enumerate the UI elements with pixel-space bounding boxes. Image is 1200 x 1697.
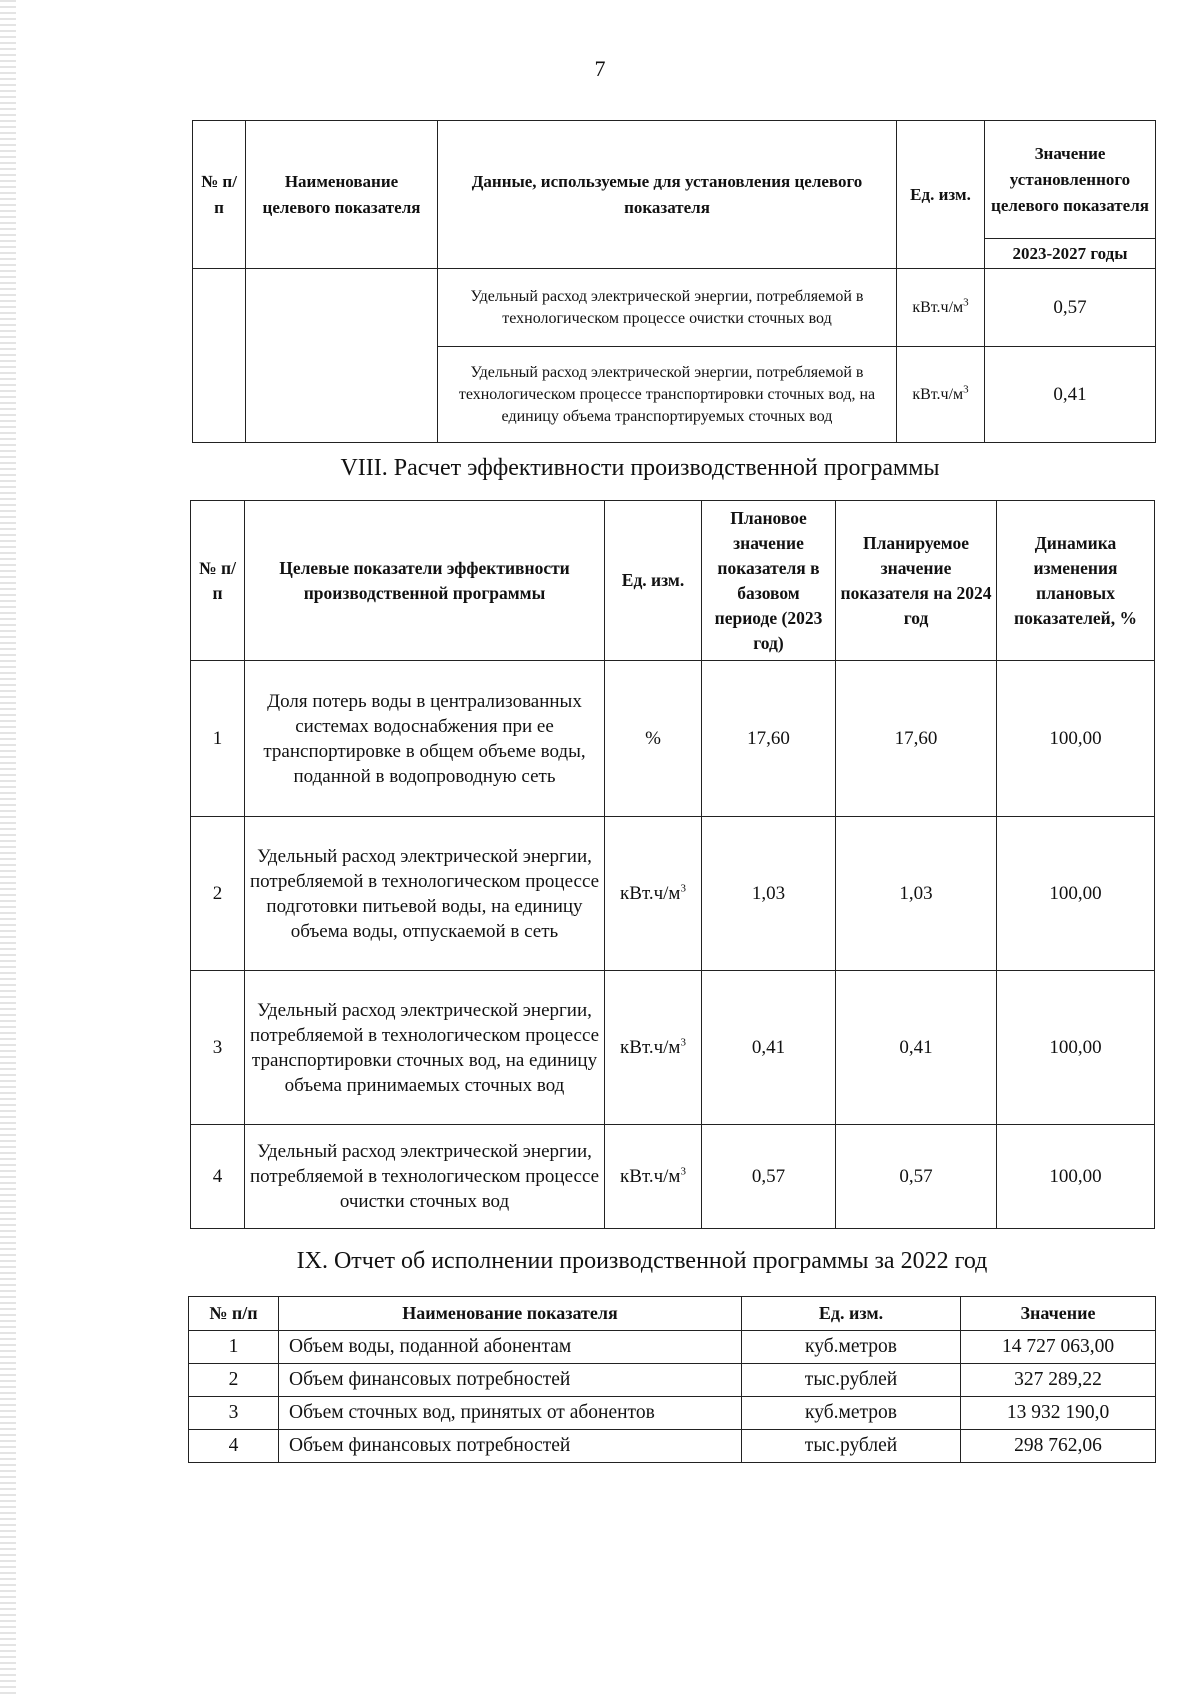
table-row [193, 269, 1156, 347]
dynamics-cell: 100,00 [997, 661, 1155, 817]
num-cell: 3 [189, 1397, 279, 1430]
col-base-header: Плановое значение показателя в базовом периоде (2023 год) [702, 501, 836, 661]
plan-cell: 17,60 [836, 661, 997, 817]
col-unit-header: Ед. изм. [897, 121, 985, 269]
col-unit-header: Ед. изм. [742, 1297, 961, 1331]
name-cell: Удельный расход электрической энергии, потребляемой в технологическом процессе очистки сточных вод [245, 1125, 605, 1229]
col-num-header: № п/п [193, 121, 246, 269]
scan-edge [0, 0, 16, 1697]
col-unit-header: Ед. изм. [605, 501, 702, 661]
dynamics-cell: 100,00 [997, 1125, 1155, 1229]
section-9-title: IX. Отчет об исполнении производственной программы за 2022 год [296, 1248, 988, 1274]
name-cell: Доля потерь воды в централизованных системах водоснабжения при ее транспортировке в общем объеме воды, поданной в водопроводную сеть [245, 661, 605, 817]
empty-cell [246, 269, 438, 443]
value-cell: 14 727 063,00 [961, 1331, 1156, 1364]
base-cell: 0,41 [702, 971, 836, 1125]
name-cell: Объем сточных вод, принятых от абонентов [279, 1397, 742, 1430]
table-row [189, 1397, 1156, 1430]
value-cell: 298 762,06 [961, 1430, 1156, 1463]
unit-cell: тыс.рублей [742, 1364, 961, 1397]
col-value-header: Значение установленного целевого показателя [985, 121, 1156, 239]
unit-cell: $кВт.ч/м^3$ [897, 347, 985, 443]
plan-cell: 1,03 [836, 817, 997, 971]
data-cell: Удельный расход электрической энергии, потребляемой в технологическом процессе транспортировки сточных вод, на единицу объема транспортируемых сточных вод [438, 347, 897, 443]
col-dynamics-header: Динамика изменения плановых показателей, % [997, 501, 1155, 661]
table-row [191, 971, 1155, 1125]
name-cell: Удельный расход электрической энергии, потребляемой в технологическом процессе транспортировки сточных вод, на единицу объема принимаемых сточных вод [245, 971, 605, 1125]
num-cell: 4 [189, 1430, 279, 1463]
name-cell: Объем финансовых потребностей [279, 1364, 742, 1397]
name-cell: Объем финансовых потребностей [279, 1430, 742, 1463]
unit-cell: % [605, 661, 702, 817]
col-name-header: Наименование целевого показателя [246, 121, 438, 269]
dynamics-cell: 100,00 [997, 971, 1155, 1125]
efficiency-table [190, 500, 1155, 1229]
unit-cell: $кВт.ч/м^3$ [605, 817, 702, 971]
value-cell: 327 289,22 [961, 1364, 1156, 1397]
col-name-header: Наименование показателя [279, 1297, 742, 1331]
page-number: 7 [594, 56, 606, 81]
table-row [189, 1430, 1156, 1463]
execution-report-table [188, 1296, 1156, 1463]
table-row [189, 1364, 1156, 1397]
name-cell: Удельный расход электрической энергии, потребляемой в технологическом процессе подготовки питьевой воды, на единицу объема воды, отпускаемой в сеть [245, 817, 605, 971]
name-cell: Объем воды, поданной абонентам [279, 1331, 742, 1364]
value-cell: 13 932 190,0 [961, 1397, 1156, 1430]
base-cell: 17,60 [702, 661, 836, 817]
table-row [189, 1331, 1156, 1364]
value-cell: 0,41 [985, 347, 1156, 443]
num-cell: 2 [189, 1364, 279, 1397]
unit-cell: куб.метров [742, 1397, 961, 1430]
unit-cell: куб.метров [742, 1331, 961, 1364]
plan-cell: 0,57 [836, 1125, 997, 1229]
empty-cell [193, 269, 246, 443]
col-period-header: 2023-2027 годы [985, 239, 1156, 269]
plan-cell: 0,41 [836, 971, 997, 1125]
table-row [191, 661, 1155, 817]
table-row [191, 1125, 1155, 1229]
num-cell: 1 [191, 661, 245, 817]
col-data-header: Данные, используемые для установления целевого показателя [438, 121, 897, 269]
num-cell: 4 [191, 1125, 245, 1229]
target-indicators-table [192, 120, 1156, 443]
col-name-header: Целевые показатели эффективности производственной программы [245, 501, 605, 661]
col-num-header: № п/п [189, 1297, 279, 1331]
col-plan-header: Планируемое значение показателя на 2024 год [836, 501, 997, 661]
unit-cell: $кВт.ч/м^3$ [605, 971, 702, 1125]
value-cell: 0,57 [985, 269, 1156, 347]
num-cell: 2 [191, 817, 245, 971]
table-row [191, 817, 1155, 971]
unit-cell: $кВт.ч/м^3$ [897, 269, 985, 347]
num-cell: 1 [189, 1331, 279, 1364]
col-value-header: Значение [961, 1297, 1156, 1331]
unit-cell: $кВт.ч/м^3$ [605, 1125, 702, 1229]
base-cell: 1,03 [702, 817, 836, 971]
dynamics-cell: 100,00 [997, 817, 1155, 971]
base-cell: 0,57 [702, 1125, 836, 1229]
data-cell: Удельный расход электрической энергии, потребляемой в технологическом процессе очистки сточных вод [438, 269, 897, 347]
num-cell: 3 [191, 971, 245, 1125]
col-num-header: № п/п [191, 501, 245, 661]
section-8-title: VIII. Расчет эффективности производственной программы [340, 455, 940, 481]
unit-cell: тыс.рублей [742, 1430, 961, 1463]
